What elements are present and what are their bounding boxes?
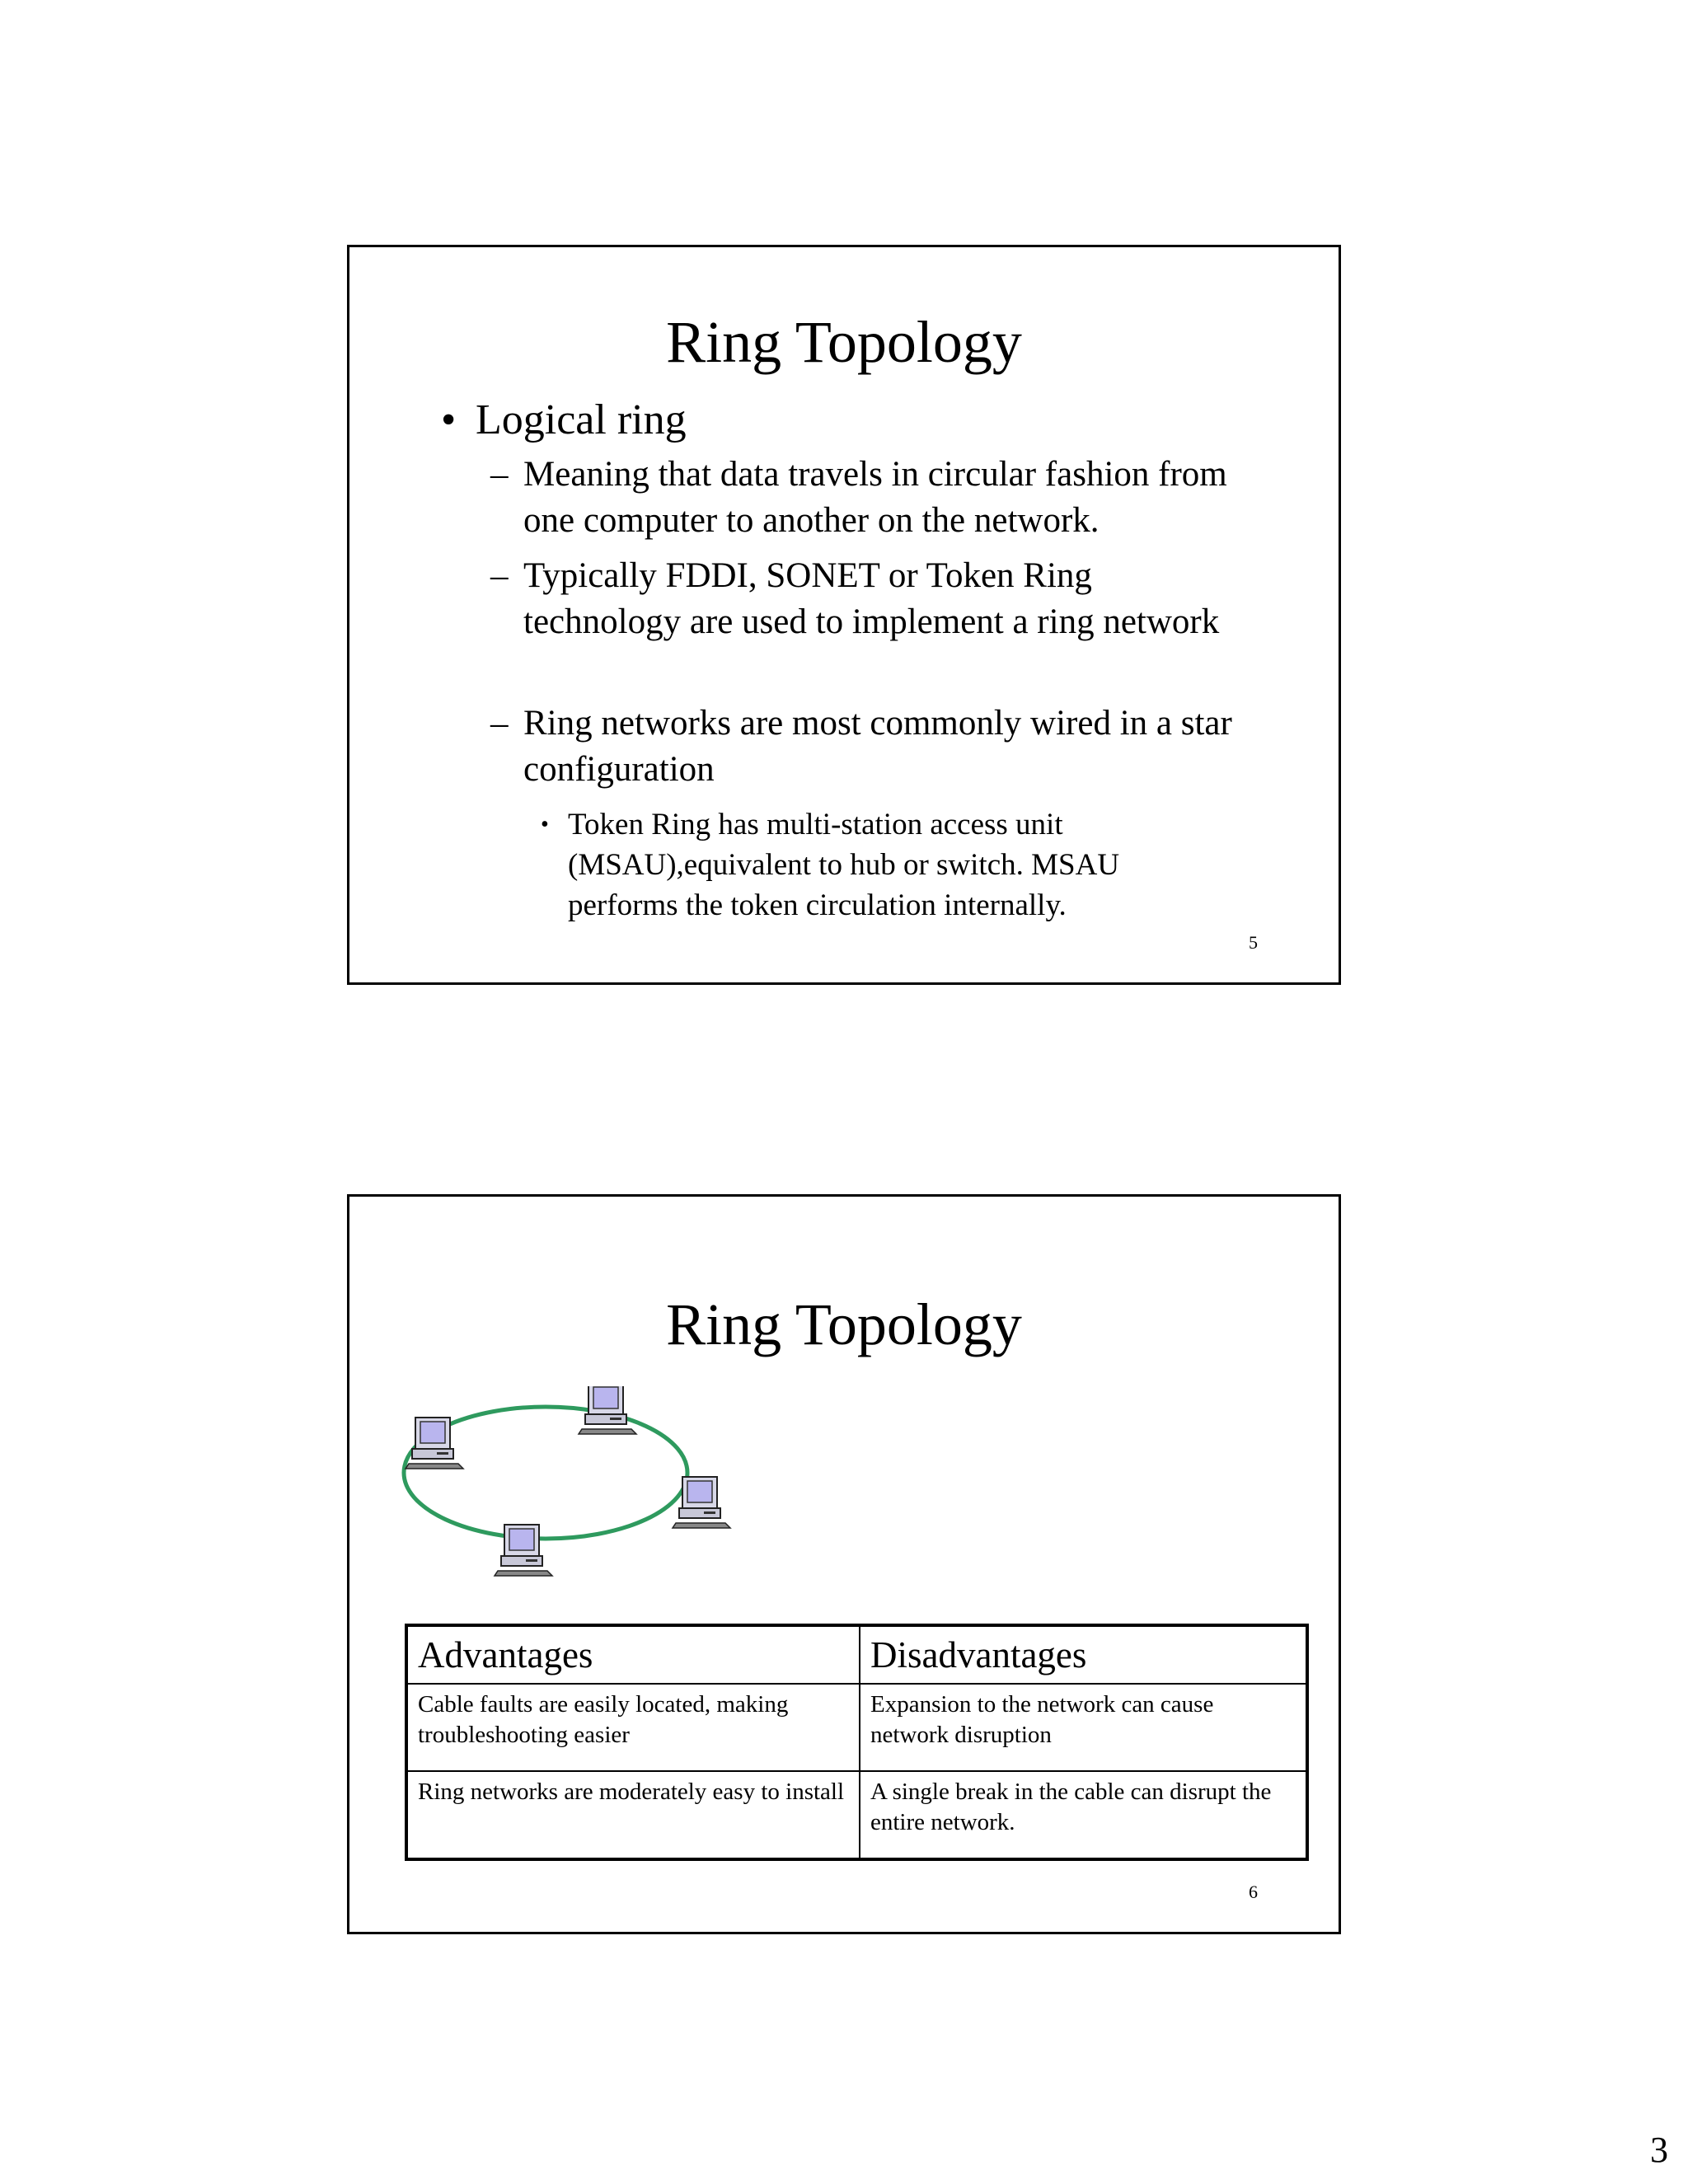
dash-icon: – xyxy=(490,556,509,595)
slide-title: Ring Topology xyxy=(666,1291,1022,1357)
table-row xyxy=(406,1771,1307,1859)
dash-icon: – xyxy=(490,704,509,743)
ring-topology-diagram xyxy=(399,1386,778,1601)
sub-bullet-text: Typically FDDI, SONET or Token Ring technology are used to implement a ring network xyxy=(523,556,1220,641)
sub-sub-bullet-item xyxy=(541,804,1217,926)
column-header-disadvantages: Disadvantages xyxy=(860,1625,1307,1684)
computer-icon xyxy=(495,1525,552,1576)
slide-5 xyxy=(347,245,1341,985)
bullet-dot-icon: • xyxy=(441,396,457,443)
table-header-row xyxy=(406,1625,1307,1684)
bullet-text: Logical ring xyxy=(476,396,687,443)
slide-number: 6 xyxy=(1249,1882,1258,1902)
computer-icon xyxy=(673,1477,730,1528)
table-row xyxy=(406,1684,1307,1771)
table-cell: Ring networks are moderately easy to install xyxy=(406,1771,860,1859)
sub-bullet-item xyxy=(490,553,1232,645)
slide-title: Ring Topology xyxy=(666,309,1022,375)
dash-icon: – xyxy=(490,455,509,494)
sub-bullet-text: Ring networks are most commonly wired in a star configuration xyxy=(523,704,1232,789)
page-number: 3 xyxy=(1650,2130,1668,2170)
sub-bullet-item xyxy=(490,701,1232,793)
sub-sub-bullet-text: Token Ring has multi-station access unit (MSAU),equivalent to hub or switch. MSAU performs the token circulation internally. xyxy=(568,808,1120,922)
table-cell: A single break in the cable can disrupt the entire network. xyxy=(860,1771,1307,1859)
slide-6 xyxy=(347,1194,1341,1934)
bullet-dot-icon: • xyxy=(541,812,549,837)
slide-number: 5 xyxy=(1249,932,1258,953)
table-cell: Expansion to the network can cause network disruption xyxy=(860,1684,1307,1771)
sub-bullet-item xyxy=(490,452,1232,544)
computer-icon xyxy=(406,1418,463,1469)
sub-bullet-text: Meaning that data travels in circular fashion from one computer to another on the network. xyxy=(523,455,1227,540)
column-header-advantages: Advantages xyxy=(406,1625,860,1684)
advantages-disadvantages-table xyxy=(405,1624,1309,1861)
table-cell: Cable faults are easily located, making troubleshooting easier xyxy=(406,1684,860,1771)
